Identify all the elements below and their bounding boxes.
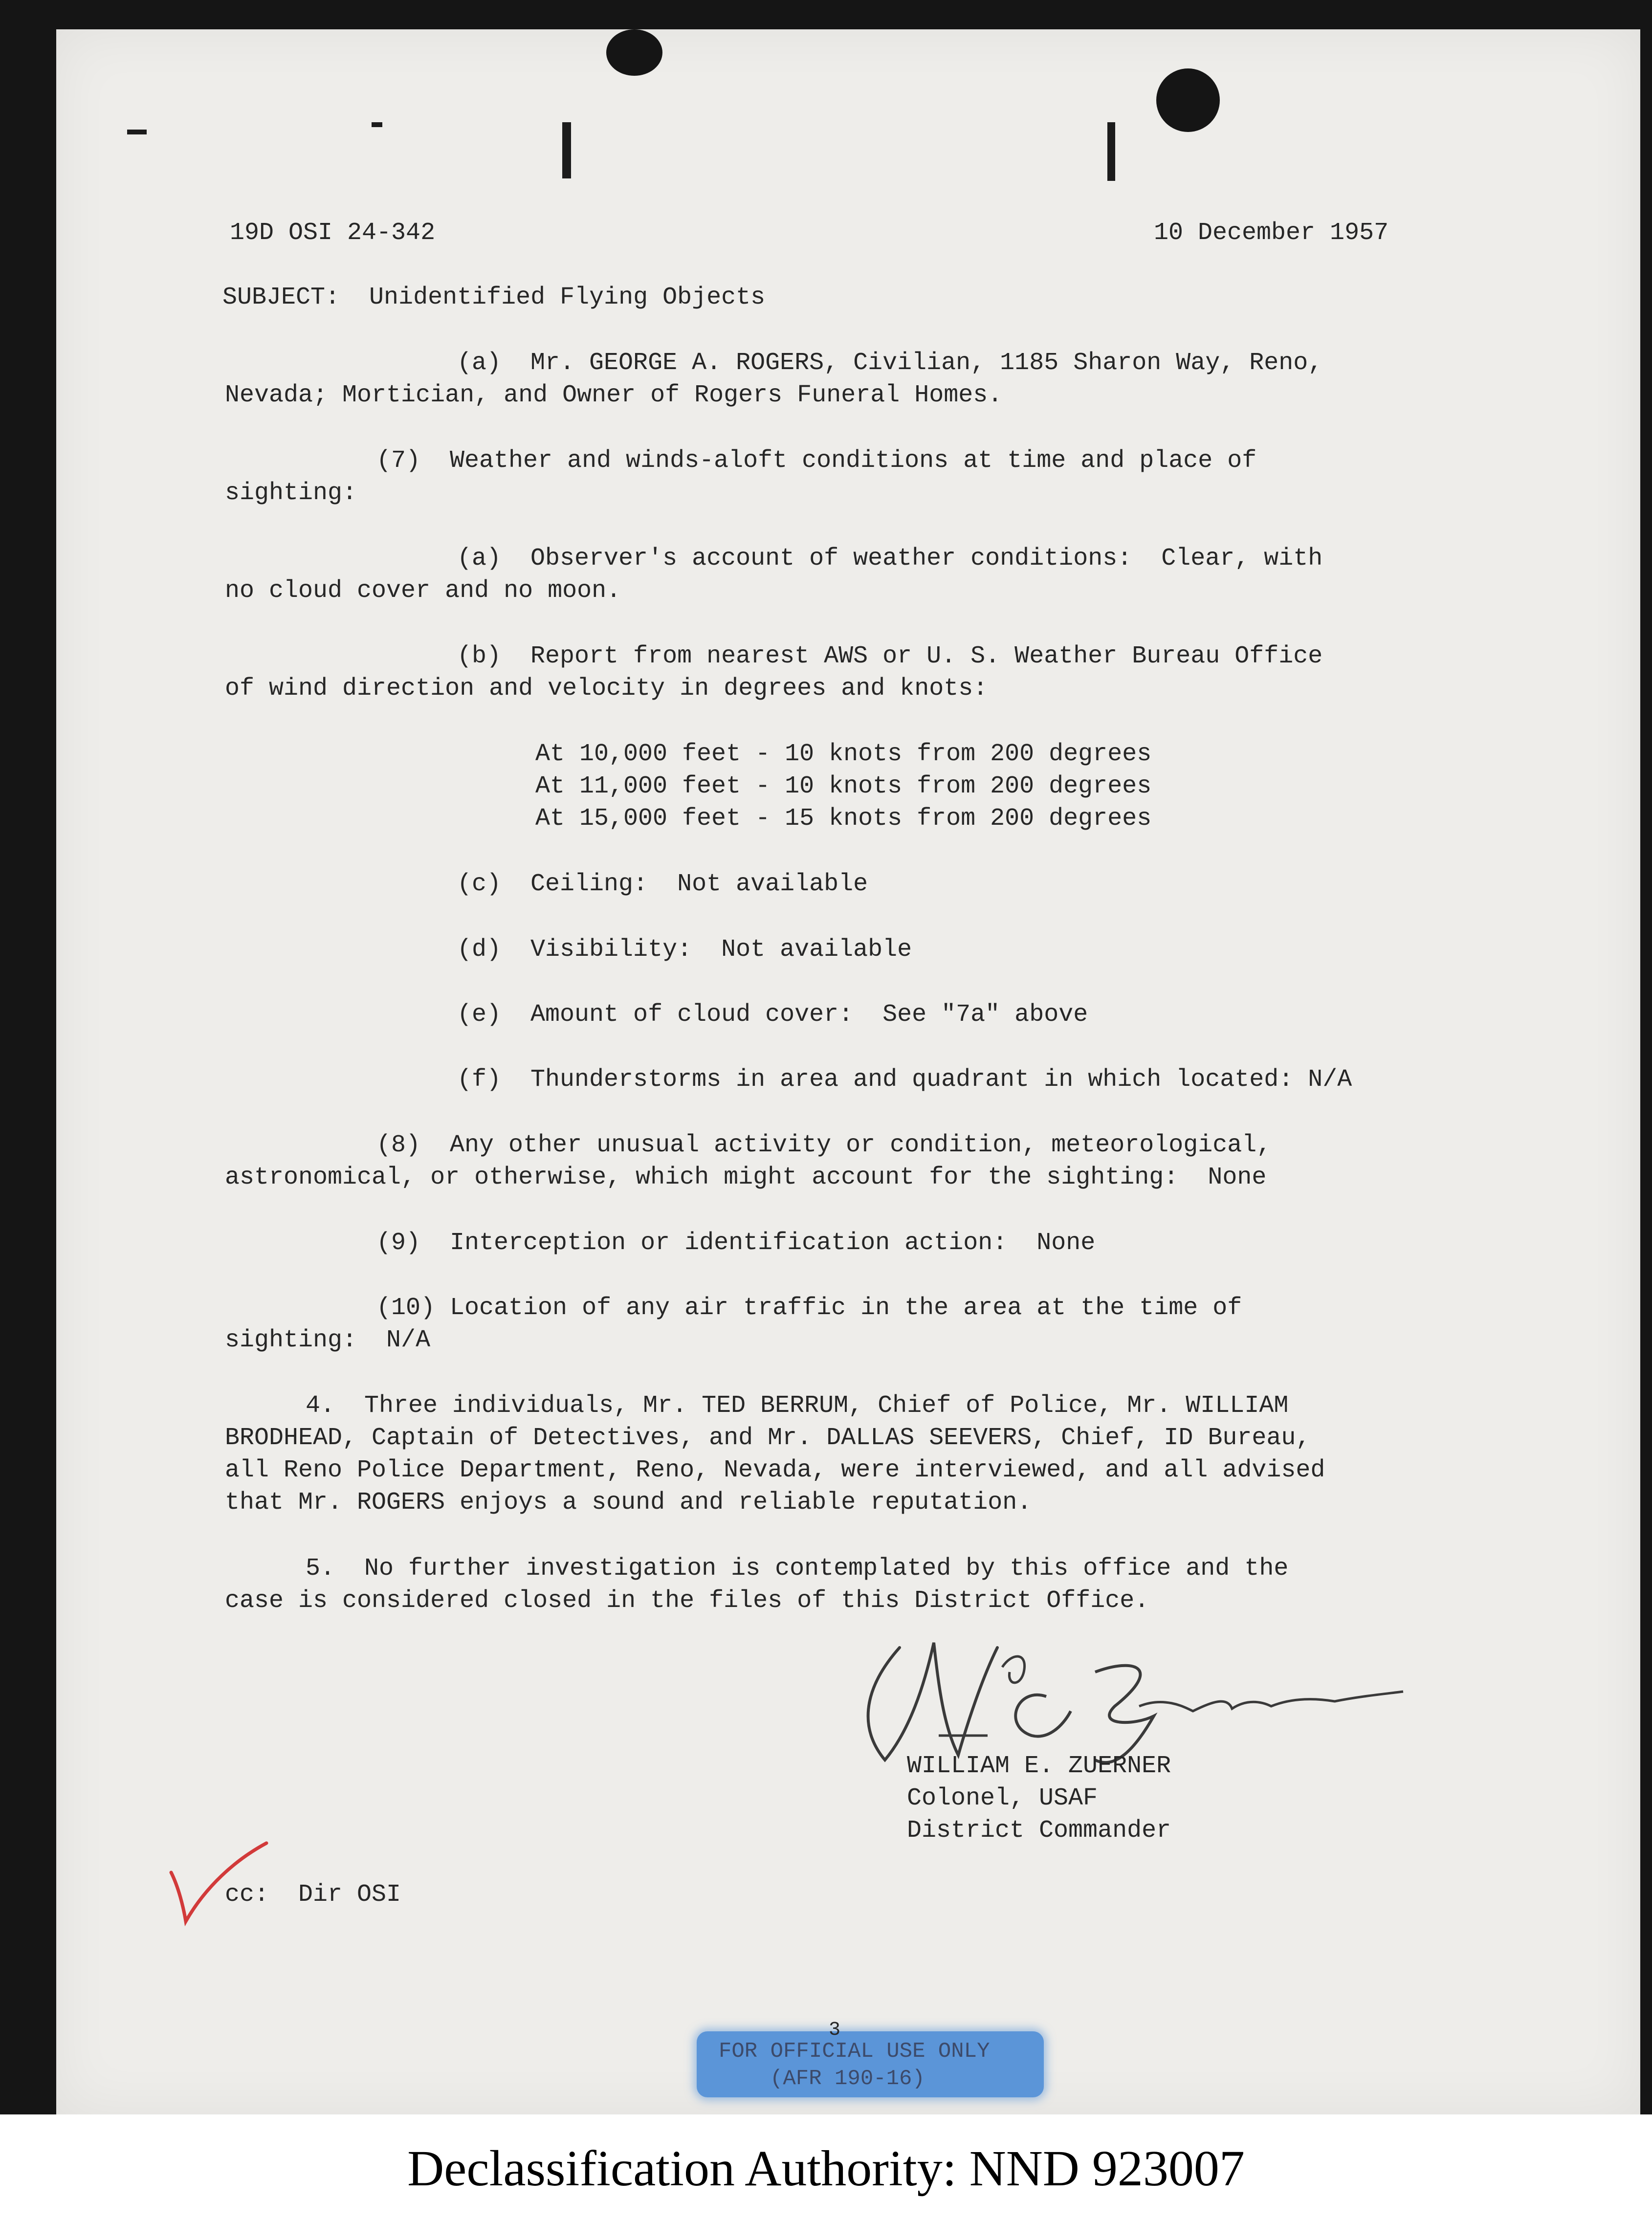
- winds-aloft-row: At 11,000 feet - 10 knots from 200 degrees: [535, 772, 1152, 800]
- item-7-line-2: sighting:: [225, 479, 357, 507]
- scan-mark: [562, 122, 571, 178]
- scan-mark: [127, 130, 147, 134]
- item-7f: (f) Thunderstorms in area and quadrant in which located: N/A: [457, 1066, 1352, 1094]
- punch-hole-right: [1156, 68, 1220, 132]
- item-7a-line-1: (a) Observer's account of weather conditions: Clear, with: [457, 545, 1323, 572]
- item-7b-line-1: (b) Report from nearest AWS or U. S. Weather Bureau Office: [457, 642, 1323, 670]
- item-7-line-1: (7) Weather and winds-aloft conditions at time and place of: [376, 447, 1257, 475]
- file-number: 19D OSI 24-342: [230, 219, 436, 247]
- signatory-rank: Colonel, USAF: [907, 1784, 1098, 1812]
- winds-aloft-row: At 15,000 feet - 15 knots from 200 degrees: [535, 805, 1152, 833]
- item-7d: (d) Visibility: Not available: [457, 936, 912, 964]
- item-10-line-2: sighting: N/A: [225, 1326, 431, 1354]
- observer-line-1: (a) Mr. GEORGE A. ROGERS, Civilian, 1185 Sharon Way, Reno,: [457, 349, 1323, 377]
- item-8-line-1: (8) Any other unusual activity or condition, meteorological,: [376, 1131, 1272, 1159]
- paragraph-5-line: 5. No further investigation is contemplated by this office and the: [306, 1555, 1289, 1583]
- item-10-line-1: (10) Location of any air traffic in the area at the time of: [376, 1294, 1242, 1322]
- item-7b-line-2: of wind direction and velocity in degrees and knots:: [225, 675, 988, 703]
- declassification-caption: Declassification Authority: NND 923007: [407, 2140, 1245, 2197]
- item-7c: (c) Ceiling: Not available: [457, 870, 868, 898]
- item-8-line-2: astronomical, or otherwise, which might account for the sighting: None: [225, 1164, 1267, 1191]
- stamp-line-1: FOR OFFICIAL USE ONLY: [719, 2039, 990, 2064]
- paragraph-4-line: BRODHEAD, Captain of Detectives, and Mr. DALLAS SEEVERS, Chief, ID Bureau,: [225, 1424, 1311, 1452]
- paragraph-4-line: all Reno Police Department, Reno, Nevada, were interviewed, and all advised: [225, 1456, 1325, 1484]
- punch-hole-left: [606, 29, 662, 76]
- signatory-title: District Commander: [907, 1817, 1171, 1845]
- item-7e: (e) Amount of cloud cover: See "7a" above: [457, 1001, 1088, 1029]
- classification-stamp: [697, 2031, 1044, 2097]
- subject-line: SUBJECT: Unidentified Flying Objects: [222, 284, 766, 311]
- winds-aloft-row: At 10,000 feet - 10 knots from 200 degrees: [535, 740, 1152, 768]
- stamp-line-2: (AFR 190-16): [770, 2067, 925, 2091]
- paragraph-4-line: 4. Three individuals, Mr. TED BERRUM, Chief of Police, Mr. WILLIAM: [306, 1392, 1289, 1420]
- paragraph-5-line: case is considered closed in the files of this District Office.: [225, 1587, 1149, 1615]
- scan-mark: [1107, 122, 1115, 181]
- paragraph-4-line: that Mr. ROGERS enjoys a sound and reliable reputation.: [225, 1489, 1032, 1517]
- carbon-copy-line: cc: Dir OSI: [225, 1881, 401, 1909]
- page-number: 3: [829, 2019, 841, 2041]
- item-7a-line-2: no cloud cover and no moon.: [225, 577, 621, 605]
- scan-mark: [372, 122, 382, 127]
- signatory-name: WILLIAM E. ZUERNER: [907, 1752, 1171, 1780]
- item-9: (9) Interception or identification action: None: [376, 1229, 1096, 1257]
- document-date: 10 December 1957: [1154, 219, 1389, 247]
- observer-line-2: Nevada; Mortician, and Owner of Rogers Funeral Homes.: [225, 381, 1003, 409]
